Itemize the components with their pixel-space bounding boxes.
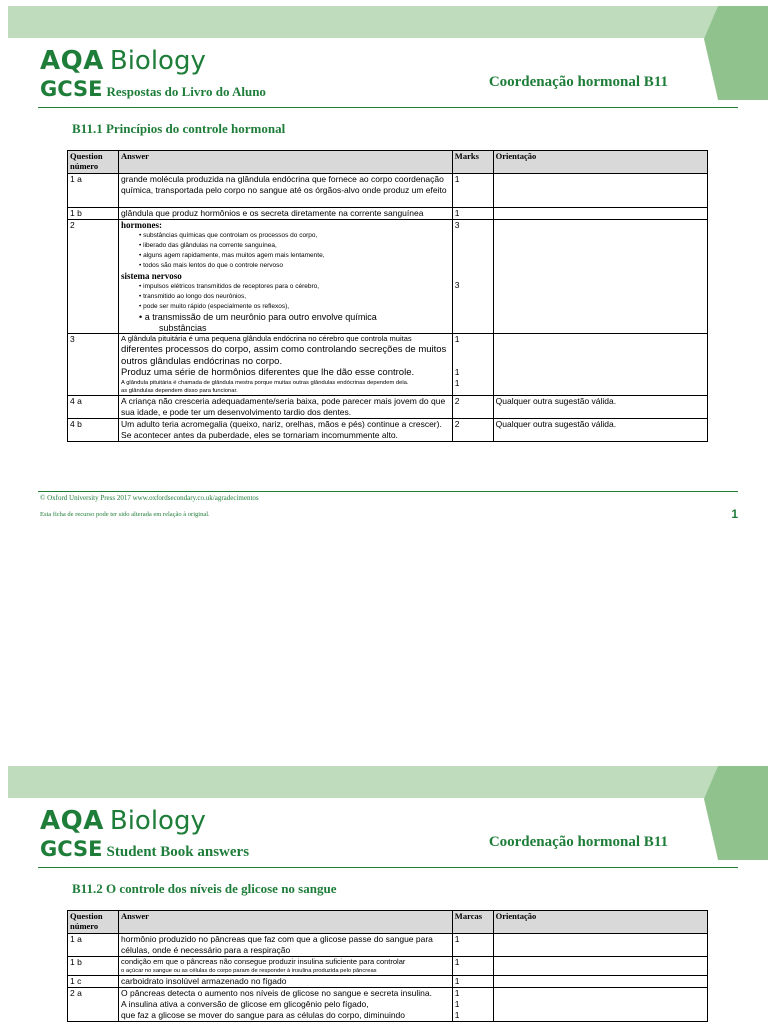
brand-gcse-line xyxy=(40,837,249,861)
header-answer: Answer xyxy=(119,911,453,934)
marks-value: 1 xyxy=(454,1010,460,1020)
answer-cell xyxy=(119,220,453,334)
marks-value: 1 xyxy=(452,208,493,220)
marks-cell xyxy=(452,220,493,334)
answer-bullet: • pode ser muito rápido (especialmente os reflexos), xyxy=(121,302,450,312)
header-rule xyxy=(38,107,738,108)
guidance-cell xyxy=(493,208,707,220)
answer-bullet: • impulsos elétricos transmitidos de receptores para o cérebro, xyxy=(121,282,450,292)
question-number: 1 a xyxy=(68,174,119,208)
answer-line: que faz a glicose se mover do sangue para as células do corpo, diminuindo xyxy=(121,1010,406,1020)
table-row xyxy=(68,334,708,396)
table-row xyxy=(68,957,708,976)
header-band xyxy=(8,6,768,38)
answer-text: A criança não cresceria adequadamente/seria baixa, pode parecer mais jovem do que sua idade, e pode ter um desenvolvimento tardio dos dentes. xyxy=(119,395,453,418)
brand-biology: Biology xyxy=(109,46,206,76)
marks-value: 1 xyxy=(454,367,460,377)
header-marks: Marks xyxy=(452,151,493,174)
answer-subheading: sistema nervoso xyxy=(121,271,182,281)
header-tab-decoration xyxy=(704,766,768,860)
question-number: 1 a xyxy=(68,934,119,957)
answer-text: carboidrato insolúvel armazenado no fígado xyxy=(119,976,453,988)
guidance-cell xyxy=(493,957,707,976)
guidance-text: Qualquer outra sugestão válida. xyxy=(493,395,707,418)
answer-line: O pâncreas detecta o aumento nos níveis de glicose no sangue e secreta insulina. xyxy=(121,988,432,998)
question-number: 2 a xyxy=(68,988,119,1022)
marks-value: 1 xyxy=(452,934,493,957)
question-number: 4 a xyxy=(68,395,119,418)
brand-gcse: GCSE xyxy=(40,837,103,861)
answer-cell xyxy=(119,334,453,396)
chapter-title: Coordenação hormonal B11 xyxy=(488,74,668,90)
guidance-cell xyxy=(493,988,707,1022)
answer-text: hormônio produzido no pâncreas que faz com que a glicose passe do sangue para células, onde é necessário para a respiração xyxy=(119,934,453,957)
answers-table xyxy=(67,150,708,442)
guidance-cell xyxy=(493,174,707,208)
header-question-line1: Question xyxy=(70,911,103,921)
header-band xyxy=(8,766,768,798)
table-row xyxy=(68,220,708,334)
header-question-line2: número xyxy=(70,921,99,931)
answer-cell xyxy=(119,988,453,1022)
marks-value: 3 xyxy=(454,280,460,290)
brand-gcse: GCSE xyxy=(40,77,103,101)
question-number: 1 c xyxy=(68,976,119,988)
header-question xyxy=(68,151,119,174)
answer-text: grande molécula produzida na glândula endócrina que fornece ao corpo coordenação química, transportada pelo corpo no sangue até os órgãos-alvo onde produz um efeito xyxy=(119,174,453,208)
table-row xyxy=(68,418,708,441)
brand-aqa: AQA xyxy=(40,46,104,76)
table-row xyxy=(68,934,708,957)
answer-bullet: • alguns agem rapidamente, mas muitos agem mais lentamente, xyxy=(121,251,450,261)
brand-logo xyxy=(40,806,206,836)
footer-rule xyxy=(38,491,738,492)
question-number: 2 xyxy=(68,220,119,334)
footer-note: Esta ficha de recurso pode ter sido alterada em relação à original. xyxy=(40,511,210,518)
marks-cell xyxy=(452,988,493,1022)
question-number: 4 b xyxy=(68,418,119,441)
answer-subheading: hormones: xyxy=(121,220,163,230)
header-question xyxy=(68,911,119,934)
answer-line: A insulina ativa a conversão de glicose em glicogênio pelo fígado, xyxy=(121,999,369,1009)
footer-copyright: © Oxford University Press 2017 www.oxfordsecondary.co.uk/agradecimentos xyxy=(40,494,259,502)
answer-line: A glândula pituitária é uma pequena glândula endócrina no cérebro que controla muitas xyxy=(121,334,412,343)
marks-value: 1 xyxy=(454,999,460,1009)
answer-bullet: • transmitido ao longo dos neurônios, xyxy=(121,292,450,302)
table-row xyxy=(68,988,708,1022)
answer-line: as glândulas dependem disso para funcionar. xyxy=(121,387,238,394)
brand-biology: Biology xyxy=(109,806,206,836)
answer-bullet: • substâncias químicas que controlam os processos do corpo, xyxy=(121,231,450,241)
answer-text: Um adulto teria acromegalia (queixo, nariz, orelhas, mãos e pés) continue a crescer). Se acontecer antes da puberdade, eles se tornariam incomummente alto. xyxy=(119,418,453,441)
guidance-cell xyxy=(493,334,707,396)
answer-bullet: • a transmissão de um neurônio para outro envolve química xyxy=(121,312,450,323)
header-question-line1: Question xyxy=(70,151,103,161)
answer-line: o açúcar no sangue ou as células do corpo param de responder à insulina produzida pelo pâncreas xyxy=(121,968,377,974)
guidance-cell xyxy=(493,976,707,988)
answer-line: Produz uma série de hormônios diferentes que lhe dão esse controle. xyxy=(121,367,415,378)
table-header-row xyxy=(68,151,708,174)
marks-value: 2 xyxy=(452,418,493,441)
header-guidance: Orientação xyxy=(493,911,707,934)
answer-bullet: • todos são mais lentos do que o controle nervoso xyxy=(121,261,450,271)
answer-line: diferentes processos do corpo, assim como controlando secreções de muitos outros glândulas endócrinas no corpo. xyxy=(121,344,447,367)
answer-line: A glândula pituitária é chamada de glândula mestra porque muitas outras glândulas endócrinas dependem dela. xyxy=(121,379,409,386)
header-guidance: Orientação xyxy=(493,151,707,174)
marks-value: 1 xyxy=(452,957,493,976)
section-title: B11.2 O controle dos níveis de glicose no sangue xyxy=(72,881,337,896)
table-row xyxy=(68,174,708,208)
header-rule xyxy=(38,867,738,868)
marks-value: 1 xyxy=(454,988,460,998)
question-number: 3 xyxy=(68,334,119,396)
table-row xyxy=(68,208,708,220)
header-tab-decoration xyxy=(704,6,768,100)
guidance-cell xyxy=(493,934,707,957)
answer-line: condição em que o pâncreas não consegue produzir insulina suficiente para controlar xyxy=(121,957,406,966)
header-marks: Marcas xyxy=(452,911,493,934)
question-number: 1 b xyxy=(68,208,119,220)
answer-bullet-continued: substâncias xyxy=(159,323,207,333)
table-header-row xyxy=(68,911,708,934)
brand-logo xyxy=(40,46,206,76)
question-number: 1 b xyxy=(68,957,119,976)
section-title: B11.1 Princípios do controle hormonal xyxy=(72,121,286,136)
guidance-cell xyxy=(493,220,707,334)
marks-value: 1 xyxy=(452,976,493,988)
header-answer: Answer xyxy=(119,151,453,174)
document-page-2 xyxy=(0,760,768,1024)
brand-gcse-line xyxy=(40,77,266,101)
table-row xyxy=(68,976,708,988)
marks-value: 1 xyxy=(452,174,493,208)
answer-text: glândula que produz hormônios e os secreta diretamente na corrente sanguínea xyxy=(119,208,453,220)
brand-subtitle: Respostas do Livro do Aluno xyxy=(106,84,266,99)
brand-aqa: AQA xyxy=(40,806,104,836)
answers-table xyxy=(67,910,708,1022)
marks-value: 3 xyxy=(454,220,460,230)
brand-subtitle: Student Book answers xyxy=(106,844,250,860)
page-number: 1 xyxy=(731,507,738,521)
header-question-line2: número xyxy=(70,161,99,171)
marks-value: 1 xyxy=(454,334,460,344)
marks-value: 1 xyxy=(454,378,460,388)
marks-cell xyxy=(452,334,493,396)
answer-bullet: • liberado das glândulas na corrente sanguínea, xyxy=(121,241,450,251)
marks-value: 2 xyxy=(452,395,493,418)
table-row xyxy=(68,395,708,418)
guidance-text: Qualquer outra sugestão válida. xyxy=(493,418,707,441)
answer-cell xyxy=(119,957,453,976)
chapter-title: Coordenação hormonal B11 xyxy=(488,834,668,850)
